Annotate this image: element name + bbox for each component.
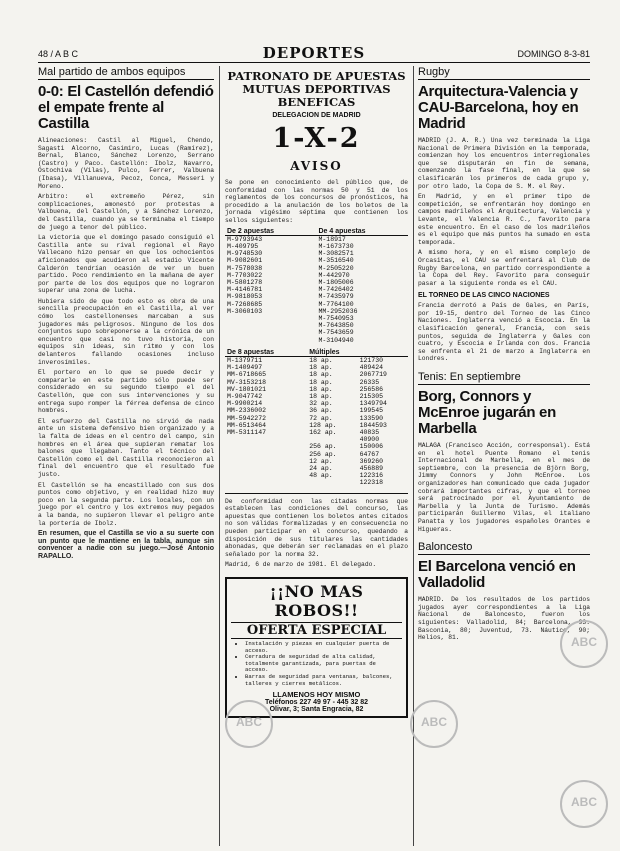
article-paragraph: El esfuerzo del Castilla no sirvió de nada ante un sistema defensivo bien organizado y a la falta de ideas en el centro del campo, sin hombres en el área que supieran rematar los balones que llegaban. Tanto el técnico del Castellón como el del Castilla reconocieron al final del encuentro que el resultado fue justo. <box>38 417 214 478</box>
table-cell: M-1409497 <box>227 364 263 372</box>
notice-date: Madrid, 6 de marzo de 1981. El delegado. <box>225 561 377 569</box>
table-cell: 18 ap. <box>309 385 333 393</box>
stamps-table-2 <box>225 349 408 487</box>
table-cell: M-9047742 <box>227 393 263 401</box>
table-row <box>225 422 408 429</box>
article-closing: En resumen, que el Castilla se vio a su suerte con un punto que le mantiene en la tabla, aunque sin convencer a nadie con su juego.—José Antonio RAPALLO. <box>38 530 214 560</box>
watermark-logo: ABC <box>560 620 608 668</box>
table-cell: M-3060103 <box>227 307 263 315</box>
article-paragraph: MALAGA (Francisco Acción, corresponsal). Está en el hotel Puente Romano el tenis Internacional de Marbella, en el mes de septiembre, con la presencia de Björn Borg, Jimmy Connors y John McEnroe. Los organizadores han comunicado que cada jugador cobrará importantes cifras, y que el torneo será patrocinado por el Ayuntamiento de Marbella y la Junta de Turismo. Además participarán Guillermo Vilas, el italiano Panatta y los jugadores españoles Orantes e Higueras. <box>418 442 590 533</box>
table-cell: 40835 <box>359 429 380 437</box>
ad-address: Olivar, 3; Santa Engracia, 82 <box>269 706 364 714</box>
basketball-headline: El Barcelona venció en Valladolid <box>418 558 576 592</box>
table-cell: M-4146781 <box>227 286 263 294</box>
table-cell: 40900 <box>359 436 380 444</box>
table-row <box>225 458 408 465</box>
table-cell: 162 ap. <box>309 429 337 437</box>
section-title: DEPORTES <box>262 44 366 62</box>
table-cell: 2067719 <box>359 371 387 379</box>
watermark-logo: ABC <box>560 780 608 828</box>
table-row <box>225 386 408 393</box>
table-cell: MM-5942272 <box>227 414 267 422</box>
table-cell <box>225 465 307 472</box>
table-cell: 456889 <box>359 465 383 473</box>
table-cell: 32 ap. <box>309 400 333 408</box>
table-cell: M-409795 <box>227 242 259 250</box>
table-row <box>225 272 408 279</box>
table-cell: 12 ap. <box>309 457 333 465</box>
table-cell: 133590 <box>359 414 383 422</box>
table-row <box>225 329 408 336</box>
table-cell <box>225 479 307 486</box>
table-cell: 36 ap. <box>309 407 333 415</box>
table-cell: M-7435979 <box>318 293 354 301</box>
table-cell: 369260 <box>359 457 383 465</box>
page-header <box>38 44 590 63</box>
table-cell <box>225 315 317 322</box>
ad-call: LLAMENOS HOY MISMO <box>272 690 361 700</box>
table-row <box>225 364 408 371</box>
table-cell: M-18917 <box>318 235 346 243</box>
quiniela-logo: 1-X-2 <box>272 123 361 154</box>
table-cell: 122316 <box>359 472 383 480</box>
ad-list <box>245 641 402 687</box>
table-cell: M-2505220 <box>318 264 354 272</box>
table-cell: 18 ap. <box>309 378 333 386</box>
table-row <box>225 472 408 479</box>
table-cell: M-9900214 <box>227 400 263 408</box>
ad-item: • Barras de seguridad para ventanas, balcones, talleres y cierres metálicos. <box>245 674 402 687</box>
notice-intro: Se pone en conocimiento del público que, de conformidad con las normas 50 y 51 de los reglamentos de los concursos de pronósticos, ha procedido a la anulación de los boletos de la jornada vigésimo séptima que contienen los sellos siguientes: <box>225 179 408 224</box>
table-cell <box>307 479 357 486</box>
table-cell: M-5801278 <box>227 278 263 286</box>
table-header: De 4 apuestas <box>317 228 409 236</box>
notice-aviso: AVISO <box>290 159 343 173</box>
notice-closing: De conformidad con las citadas normas que establecen las condiciones del concurso, las apuestas que contienen los boletos antes citados no son válidas formalizadas y en consecuencia no pueden participar en el concurso, quedando a disposición de sus titulares las cantidades abonadas, que deberán ser reclamadas en el plazo señalado por la norma 32. <box>225 497 408 558</box>
table-cell: 18 ap. <box>309 393 333 401</box>
table-cell <box>225 451 307 458</box>
article-paragraph: Arbitro: el extremeño Pérez, sin complicaciones, amonestó por protestas a Valbuena, del Castellón, y a Sánchez Lorenzo, del Castilla, cuando ya se terminaba el tiempo de juego a tenor del público. <box>38 193 214 231</box>
section-kicker: Baloncesto <box>418 541 590 555</box>
ad-item: • Instalación y piezas en cualquier puerta de acceso. <box>245 641 402 654</box>
table-cell <box>225 458 307 465</box>
table-cell <box>225 329 317 336</box>
table-row <box>225 265 408 272</box>
table-row <box>225 337 408 344</box>
table-cell: M-7426402 <box>318 286 354 294</box>
table-cell <box>225 472 307 479</box>
table-cell: M-9082601 <box>227 257 263 265</box>
table-row <box>225 400 408 407</box>
table-cell: M-9818053 <box>227 293 263 301</box>
table-row <box>225 407 408 414</box>
table-row <box>225 279 408 286</box>
table-cell: 18 ap. <box>309 371 333 379</box>
table-cell: 48 ap. <box>309 472 333 480</box>
table-row <box>225 293 408 300</box>
notice-title: PATRONATO DE APUESTAS MUTUAS DEPORTIVAS BENEFICAS <box>227 69 406 109</box>
rugby-subhead: EL TORNEO DE LAS CINCO NACIONES <box>418 292 550 300</box>
table-cell <box>225 443 307 450</box>
table-cell: 24 ap. <box>309 465 333 473</box>
table-cell: M-3516540 <box>318 257 354 265</box>
table-cell: 1844593 <box>359 421 387 429</box>
table-cell: M-9748530 <box>227 250 263 258</box>
table-cell: MM-6718665 <box>227 371 267 379</box>
table-row <box>225 379 408 386</box>
table-cell: 128 ap. <box>309 421 337 429</box>
column-divider <box>219 66 220 846</box>
table-cell <box>307 436 357 443</box>
issue-date: DOMINGO 8-3-81 <box>517 49 590 59</box>
table-cell: 1349794 <box>359 400 387 408</box>
table-row <box>225 286 408 293</box>
table-row <box>225 357 408 365</box>
table-row <box>225 243 408 250</box>
article-paragraph: Francia derrotó a País de Gales, en París, por 19-15, dentro del Torneo de las Cinco Naciones. Inglaterra venció a Escocia. En la clasificación general, Francia, con seis puntos, seguida de Inglaterra y Gales con cuatro, y Escocia e Irlanda con dos. Francia se enfrenta el 21 de marzo a Inglaterra en Londres. <box>418 302 590 363</box>
table-cell: 256 ap. <box>309 450 337 458</box>
table-row <box>225 415 408 422</box>
table-row <box>225 465 408 472</box>
table-cell: M-7268685 <box>227 300 263 308</box>
table-row <box>225 393 408 400</box>
table-cell: M-3104940 <box>318 336 354 344</box>
ad-item: • Cerradura de seguridad de alta calidad, totalmente garantizada, para puertas de acceso. <box>245 654 402 674</box>
table-cell: M-7578038 <box>227 264 263 272</box>
table-cell: 199545 <box>359 407 383 415</box>
table-cell: MV-3153218 <box>227 378 267 386</box>
table-cell: M-442970 <box>318 271 350 279</box>
article-lineups: Alineaciones: Castil al Miguel, Chendo, Sagasti Alcorno, Casimiro, Lucas (Ramírez), Bernal, Blanco, Sánchez Lorenzo, Serrano (Castro) y Paco. Castellón: Ibolz, Navarro, Ostochiva (Vilas), Pulco, Ferrer, Valbuena (Ibasa), Villanueva, Pecoz, Conca, Messeri y Moreno. <box>38 137 214 190</box>
table-cell: M-9793943 <box>227 235 263 243</box>
table-header: Múltiples <box>307 349 408 357</box>
table-row <box>225 301 408 308</box>
table-cell: 489424 <box>359 364 383 372</box>
table-cell: MM-2952036 <box>318 307 358 315</box>
article-paragraph: En Madrid, y en el primer tipo de competición, se enfrentarán hoy domingo en campos madrileños el Arquitectura, Valencia y Levante, el Valencia R. C., favorito para este encuentro. En el caso de los madrileños es el equipo que más puntos ha sumado en esta temporada. <box>418 193 590 246</box>
article-paragraph: El Castellón se ha encastillado con sus dos puntos como objetivo, y en realidad hizo muy poco en la segunda parte. Los locales, con un juego por el centro y los extremos muy pegados a la banda, no supieron llevar el peligro ante la portería de Ibolz. <box>38 481 214 527</box>
table-cell: M-1673730 <box>318 242 354 250</box>
ad-offer: OFERTA ESPECIAL <box>231 622 402 639</box>
table-row <box>225 371 408 378</box>
table-cell: 18 ap. <box>309 357 333 365</box>
table-cell: M-7764100 <box>318 300 354 308</box>
table-cell: 256 ap. <box>309 443 337 451</box>
table-cell: 150006 <box>359 443 383 451</box>
table-cell <box>225 436 307 443</box>
table-row <box>225 250 408 257</box>
table-cell: M-7540953 <box>318 315 354 322</box>
table-row <box>225 436 408 443</box>
watermark-logo: ABC <box>225 700 273 748</box>
table-row <box>225 451 408 458</box>
table-row <box>225 315 408 322</box>
tennis-headline: Borg, Connors y McEnroe jugarán en Marbella <box>418 388 556 438</box>
ad-title: ¡¡NO MAS ROBOS!! <box>269 582 364 621</box>
table-row <box>225 429 408 436</box>
table-cell <box>225 337 317 344</box>
ad-phone: Teléfonos 227 49 97 - 445 32 82 <box>265 699 368 707</box>
table-cell: 72 ap. <box>309 414 333 422</box>
table-cell: M-1379711 <box>227 357 263 365</box>
table-row <box>225 257 408 264</box>
table-cell: MM-2336002 <box>227 407 267 415</box>
watermark-logo: ABC <box>410 700 458 748</box>
article-paragraph: La victoria que el domingo pasado consiguió el Castilla ante su rival regional el Rayo Vallecano hizo pensar en que los ochocientos aficionados que acudieron al estadio Vicente Calderón tendrían ocasión de ver un buen partido. Poco rendimiento en la mañana de ayer por parte de los dos equipos que no lograron superar una zona de lucha. <box>38 234 214 295</box>
article-headline: 0-0: El Castellón defendió el empate frente al Castilla <box>38 83 214 132</box>
section-kicker: Tenis: En septiembre <box>418 371 590 385</box>
section-kicker: Rugby <box>418 66 590 80</box>
table-header: De 8 apuestas <box>225 349 307 357</box>
table-cell: M-1805006 <box>318 278 354 286</box>
table-cell: M-3082571 <box>318 250 354 258</box>
table-cell: 18 ap. <box>309 364 333 372</box>
security-advertisement <box>225 577 408 718</box>
table-cell: 26335 <box>359 378 380 386</box>
article-paragraph: El portero en lo que se puede decir y compararle en este partido sólo puede ser considerado en su segundo tiempo el del Castellón, que con sus intervenciones y su entrega supo romper la férrea defensa de cinco hombres. <box>38 369 214 415</box>
table-cell: MV-1801021 <box>227 385 267 393</box>
table-cell: 256586 <box>359 385 383 393</box>
table-cell: 215305 <box>359 393 383 401</box>
table-cell: MM-5311147 <box>227 429 267 437</box>
table-row <box>225 443 408 450</box>
table-row <box>225 479 408 486</box>
table-cell: 64767 <box>359 450 380 458</box>
football-article <box>38 66 214 846</box>
table-row <box>225 322 408 329</box>
table-cell: MM-6513464 <box>227 421 267 429</box>
stamps-table-1 <box>225 228 408 344</box>
article-paragraph: Hubiera sido de que todo esto es obra de una sencilla preocupación en el Castilla, al ver cómo los castellonenses marcaban a sus jugadores más peligrosos. Ninguno de los dos conjuntos supo sobreponerse a la crónica de un encuentro que casi no tuvo historia, con equipos sin ideas, sin ritmo y con los delanteros fallando ocasiones incluso inverosímiles. <box>38 297 214 366</box>
section-kicker: Mal partido de ambos equipos <box>38 66 214 80</box>
article-paragraph: MADRID (J. A. R.) Una vez terminada la Liga Nacional de Primera División en la temporada, comienzan hoy los encuentros interregionales que se disputarán en fin de semana, comenzando la fase final, en la que se clasificarán los primeros de cada grupo y, por otro lado, la Copa de S. M. el Rey. <box>418 137 590 190</box>
notice-delegation: DELEGACION DE MADRID <box>272 112 361 119</box>
divider <box>225 493 408 494</box>
rugby-headline: Arquitectura-Valencia y CAU-Barcelona, hoy en Madrid <box>418 83 579 132</box>
table-cell: 122318 <box>359 479 383 487</box>
table-cell <box>225 322 317 329</box>
table-cell: M-7703022 <box>227 271 263 279</box>
table-cell: M-7543659 <box>318 329 354 337</box>
table-cell: 121730 <box>359 357 383 365</box>
table-row <box>225 235 408 243</box>
table-header: De 2 apuestas <box>225 228 317 236</box>
table-cell: M-7643850 <box>318 322 354 330</box>
table-row <box>225 308 408 315</box>
page-number: 48 / A B C <box>38 49 79 59</box>
article-paragraph: MADRID. De los resultados de los partidos jugados ayer correspondientes a la Liga Nacional de Baloncesto, fueron los siguientes: Valladolid, 84; Barcelona, 93. Basconia, 80; Juventud, 73. Náutico, 90; Helios, 81. <box>418 596 590 642</box>
article-paragraph: A mismo hora, y en el mismo complejo de Orcasitas, el CAU se enfrentará al Club de Rugby Barcelona, en partido correspondiente a la Copa del Rey. Favorito para conseguir pasar a la siguiente ronda es el CAU. <box>418 249 590 287</box>
